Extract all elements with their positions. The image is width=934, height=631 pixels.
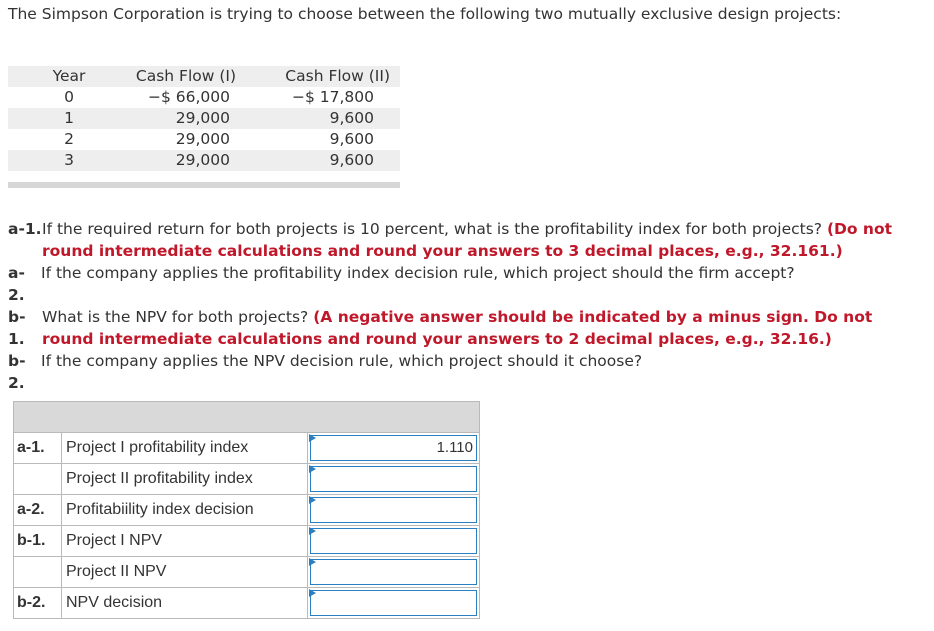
project-2-pi-input[interactable] bbox=[310, 466, 477, 492]
answer-header-row bbox=[14, 402, 480, 433]
dropdown-marker-icon bbox=[309, 589, 316, 597]
question-label: a-2. bbox=[8, 264, 25, 304]
answer-label: a-1. bbox=[14, 433, 62, 464]
cash-flow-2-cell: 9,600 bbox=[329, 109, 374, 127]
cash-flow-row bbox=[8, 108, 400, 129]
cash-flow-2-cell: 9,600 bbox=[329, 151, 374, 169]
question-text: If the required return for both projects is 10 percent, what is the profitability index for both projects? bbox=[42, 220, 827, 238]
question-text: If the company applies the profitability index decision rule, which project should the firm accept? bbox=[41, 264, 795, 282]
cash-flow-row bbox=[8, 129, 400, 150]
table-divider bbox=[8, 182, 400, 188]
cash-flow-2-header: Cash Flow (II) bbox=[285, 67, 390, 85]
pi-decision-select[interactable] bbox=[310, 497, 477, 523]
question-note: (Do not round intermediate calculations and round your answers to 3 decimal places, e.g., 32.161.) bbox=[42, 220, 893, 260]
question-label: a-1. bbox=[8, 220, 42, 238]
question-b1 bbox=[8, 306, 928, 350]
cash-flow-row bbox=[8, 87, 400, 108]
answer-label bbox=[14, 557, 62, 588]
answer-label: a-2. bbox=[14, 495, 62, 526]
cash-flow-table bbox=[8, 66, 400, 171]
intro-text: The Simpson Corporation is trying to choose between the following two mutually exclusive design projects: bbox=[8, 5, 842, 23]
question-text: What is the NPV for both projects? bbox=[42, 308, 314, 326]
answer-row bbox=[14, 557, 480, 588]
cash-flow-2-cell: −$ 17,800 bbox=[291, 88, 374, 106]
npv-decision-select[interactable] bbox=[310, 590, 477, 616]
cash-flow-header-row bbox=[8, 66, 400, 87]
question-note: (A negative answer should be indicated by a minus sign. Do not round intermediate calculations and round your answers to 2 decimal places, e.g., 32.16.) bbox=[42, 308, 873, 348]
cash-flow-1-header: Cash Flow (I) bbox=[135, 67, 236, 85]
question-b2 bbox=[8, 350, 928, 394]
project-1-npv-input[interactable] bbox=[310, 528, 477, 554]
year-cell: 2 bbox=[64, 130, 74, 148]
project-2-npv-input[interactable] bbox=[310, 559, 477, 585]
answer-table bbox=[13, 401, 480, 619]
answer-label: b-2. bbox=[14, 588, 62, 619]
input-marker-icon bbox=[309, 465, 316, 473]
year-header: Year bbox=[52, 67, 86, 85]
year-cell: 1 bbox=[64, 109, 74, 127]
question-a1 bbox=[8, 218, 928, 262]
input-marker-icon bbox=[309, 527, 316, 535]
answer-description: Project I NPV bbox=[62, 526, 308, 557]
cash-flow-2-cell: 9,600 bbox=[329, 130, 374, 148]
answer-label: b-1. bbox=[14, 526, 62, 557]
answer-description: Project II profitability index bbox=[62, 464, 308, 495]
cash-flow-1-cell: −$ 66,000 bbox=[147, 88, 230, 106]
year-cell: 3 bbox=[64, 151, 74, 169]
answer-description: Project I profitability index bbox=[62, 433, 308, 464]
cash-flow-1-cell: 29,000 bbox=[175, 109, 230, 127]
project-1-pi-input[interactable]: 1.110 bbox=[310, 435, 477, 461]
input-marker-icon bbox=[309, 434, 316, 442]
cash-flow-1-cell: 29,000 bbox=[175, 151, 230, 169]
answer-description: Profitabiility index decision bbox=[62, 495, 308, 526]
answer-row bbox=[14, 433, 480, 464]
question-label: b-1. bbox=[8, 308, 26, 348]
answer-description: Project II NPV bbox=[62, 557, 308, 588]
answer-row bbox=[14, 588, 480, 619]
answer-row bbox=[14, 495, 480, 526]
year-cell: 0 bbox=[64, 88, 74, 106]
answer-description: NPV decision bbox=[62, 588, 308, 619]
question-a2 bbox=[8, 262, 928, 306]
answer-label bbox=[14, 464, 62, 495]
question-text: If the company applies the NPV decision rule, which project should it choose? bbox=[41, 352, 643, 370]
input-marker-icon bbox=[309, 558, 316, 566]
question-label: b-2. bbox=[8, 352, 26, 392]
cash-flow-row bbox=[8, 150, 400, 171]
dropdown-marker-icon bbox=[309, 496, 316, 504]
answer-row bbox=[14, 464, 480, 495]
question-list bbox=[8, 218, 928, 394]
answer-row bbox=[14, 526, 480, 557]
cash-flow-1-cell: 29,000 bbox=[175, 130, 230, 148]
